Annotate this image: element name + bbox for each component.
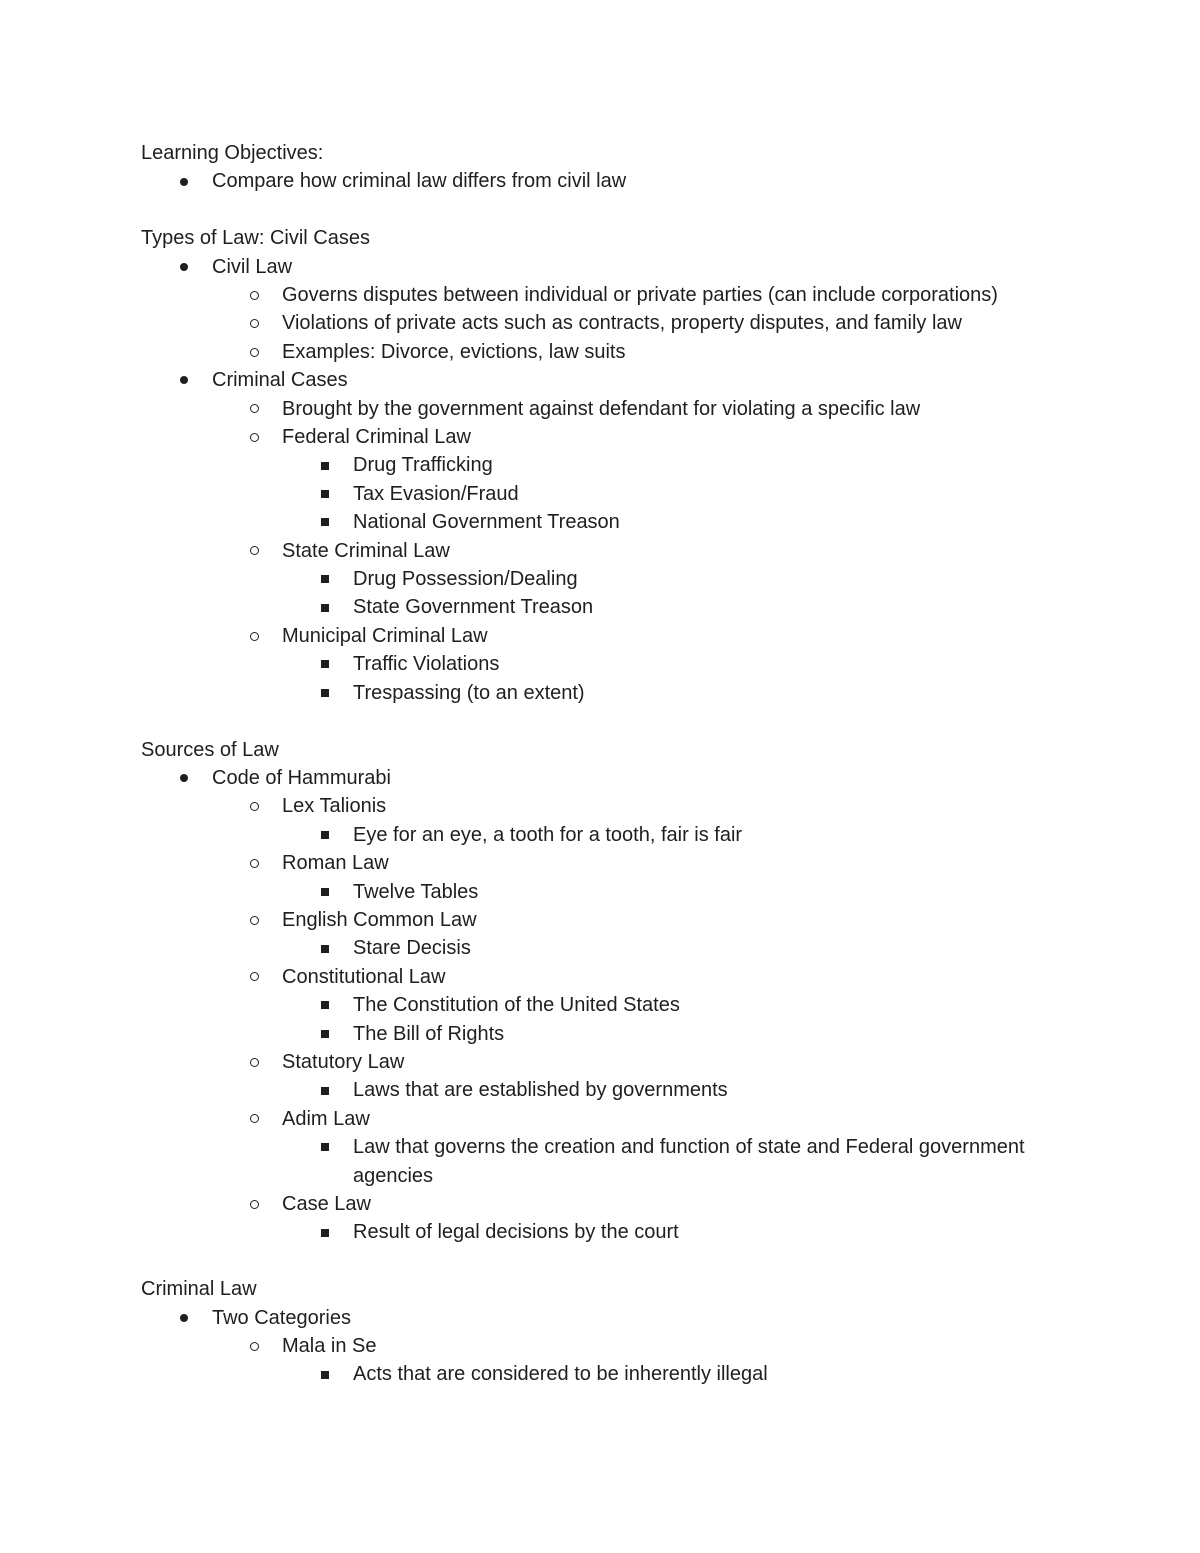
list-item-text: Tax Evasion/Fraud (353, 482, 519, 505)
bullet-mark (321, 1143, 329, 1151)
circle-bullet-icon (247, 1190, 261, 1218)
bullet-mark (250, 1200, 259, 1209)
square-bullet-icon (318, 679, 332, 707)
square-bullet-icon (318, 1133, 332, 1161)
list-item (141, 338, 1101, 366)
list-item (141, 1360, 1101, 1388)
list-item (141, 565, 1101, 593)
list-item-text: English Common Law (282, 908, 477, 931)
square-bullet-icon (318, 1076, 332, 1104)
bullet-mark (250, 802, 259, 811)
list-item (141, 934, 1101, 962)
bullet-mark (321, 1087, 329, 1095)
list-item (141, 309, 1101, 337)
disc-bullet-icon (177, 764, 191, 792)
bullet-mark (321, 945, 329, 953)
list-item (141, 1304, 1101, 1389)
list-item-text: Laws that are established by governments (353, 1079, 728, 1102)
list-item (141, 622, 1101, 707)
list-item (141, 991, 1101, 1019)
bullet-mark (250, 348, 259, 357)
list-item-text: Constitutional Law (282, 965, 446, 988)
list-item-text: The Bill of Rights (353, 1022, 505, 1045)
section-heading: Learning Objectives: (141, 142, 324, 164)
list-item-text: National Government Treason (353, 511, 620, 534)
square-bullet-icon (318, 991, 332, 1019)
bullet-mark (250, 319, 259, 328)
list-item (141, 1218, 1101, 1246)
list-item (141, 1076, 1101, 1104)
circle-bullet-icon (247, 849, 261, 877)
bullet-list-level-3 (141, 991, 1101, 1048)
bullet-list-level-1 (141, 253, 1101, 708)
list-item (141, 650, 1101, 678)
bullet-mark (250, 291, 259, 300)
bullet-mark (321, 518, 329, 526)
bullet-mark (250, 1342, 259, 1351)
square-bullet-icon (318, 1218, 332, 1246)
square-bullet-icon (318, 1360, 332, 1388)
list-item-text: State Government Treason (353, 596, 594, 619)
list-item (141, 1332, 1101, 1389)
bullet-list-level-1 (141, 764, 1101, 1247)
bullet-mark (180, 178, 188, 186)
list-item (141, 253, 1101, 367)
document-body (141, 139, 1101, 1389)
list-item-text: Brought by the government against defendant for violating a specific law (282, 397, 921, 420)
section-heading: Types of Law: Civil Cases (141, 227, 370, 250)
bullet-mark (180, 774, 188, 782)
square-bullet-icon (318, 878, 332, 906)
circle-bullet-icon (247, 537, 261, 565)
list-item-text: Law that governs the creation and function of state and Federal government agencies (353, 1136, 1025, 1187)
list-item-text: Municipal Criminal Law (282, 624, 488, 647)
list-item-text: Drug Trafficking (353, 454, 493, 477)
list-item (141, 281, 1101, 309)
list-item-text: Mala in Se (282, 1335, 377, 1358)
square-bullet-icon (318, 1020, 332, 1048)
list-item (141, 906, 1101, 963)
list-item (141, 167, 1101, 195)
list-item (141, 480, 1101, 508)
list-item-text: Case Law (282, 1193, 371, 1215)
bullet-mark (321, 1030, 329, 1038)
list-item (141, 451, 1101, 479)
bullet-mark (250, 1114, 259, 1123)
bullet-mark (180, 376, 188, 384)
bullet-list-level-3 (141, 1218, 1101, 1246)
bullet-mark (321, 604, 329, 612)
circle-bullet-icon (247, 395, 261, 423)
bullet-list-level-3 (141, 1076, 1101, 1104)
section-criminal-law (141, 1275, 1101, 1389)
list-item-text: Eye for an eye, a tooth for a tooth, fair is fair (353, 823, 743, 846)
section-heading: Sources of Law (141, 738, 279, 761)
bullet-mark (321, 1371, 329, 1379)
list-item-text: Examples: Divorce, evictions, law suits (282, 340, 626, 363)
circle-bullet-icon (247, 423, 261, 451)
list-item (141, 537, 1101, 622)
bullet-mark (321, 575, 329, 583)
circle-bullet-icon (247, 1048, 261, 1076)
bullet-mark (250, 916, 259, 925)
list-item-text: Result of legal decisions by the court (353, 1221, 679, 1244)
list-item-text: The Constitution of the United States (353, 994, 680, 1017)
list-item (141, 508, 1101, 536)
bullet-mark (321, 689, 329, 697)
list-item-text: Roman Law (282, 852, 389, 875)
disc-bullet-icon (177, 1304, 191, 1332)
disc-bullet-icon (177, 167, 191, 195)
bullet-mark (180, 1314, 188, 1322)
bullet-list-level-3 (141, 565, 1101, 622)
bullet-list-level-3 (141, 934, 1101, 962)
bullet-mark (250, 433, 259, 442)
circle-bullet-icon (247, 309, 261, 337)
list-item (141, 366, 1101, 707)
bullet-list-level-2 (141, 792, 1101, 1247)
disc-bullet-icon (177, 366, 191, 394)
list-item (141, 1048, 1101, 1105)
bullet-mark (321, 831, 329, 839)
circle-bullet-icon (247, 622, 261, 650)
list-item-text: Twelve Tables (353, 880, 479, 903)
section-types-of-law-civil-cases (141, 224, 1101, 707)
circle-bullet-icon (247, 1332, 261, 1360)
bullet-mark (321, 462, 329, 470)
list-item (141, 593, 1101, 621)
bullet-list-level-3 (141, 878, 1101, 906)
circle-bullet-icon (247, 338, 261, 366)
circle-bullet-icon (247, 281, 261, 309)
section-sources-of-law (141, 736, 1101, 1247)
list-item-text: Adim Law (282, 1107, 370, 1130)
bullet-mark (321, 1229, 329, 1237)
section-learning-objectives (141, 139, 1101, 196)
bullet-mark (250, 546, 259, 555)
list-item (141, 821, 1101, 849)
list-item-text: Trespassing (to an extent) (353, 681, 585, 704)
square-bullet-icon (318, 934, 332, 962)
list-item (141, 679, 1101, 707)
section-heading: Criminal Law (141, 1278, 257, 1301)
bullet-mark (321, 1001, 329, 1009)
list-item-text: Federal Criminal Law (282, 426, 471, 449)
list-item (141, 1190, 1101, 1247)
bullet-list-level-3 (141, 1133, 1101, 1190)
square-bullet-icon (318, 821, 332, 849)
bullet-mark (250, 859, 259, 868)
circle-bullet-icon (247, 792, 261, 820)
bullet-list-level-2 (141, 395, 1101, 707)
list-item-text: Two Categories (212, 1306, 351, 1329)
list-item (141, 1133, 1101, 1190)
list-item-text: Stare Decisis (353, 937, 471, 960)
square-bullet-icon (318, 650, 332, 678)
bullet-list-level-1 (141, 1304, 1101, 1389)
list-item-text: State Criminal Law (282, 539, 450, 562)
square-bullet-icon (318, 593, 332, 621)
list-item (141, 1020, 1101, 1048)
list-item (141, 792, 1101, 849)
list-item-text: Statutory Law (282, 1050, 405, 1073)
list-item-text: Acts that are considered to be inherently illegal (353, 1363, 768, 1386)
list-item-text: Code of Hammurabi (212, 766, 391, 789)
list-item (141, 849, 1101, 906)
disc-bullet-icon (177, 253, 191, 281)
circle-bullet-icon (247, 963, 261, 991)
list-item (141, 1105, 1101, 1190)
list-item (141, 423, 1101, 537)
bullet-mark (321, 490, 329, 498)
list-item-text: Violations of private acts such as contracts, property disputes, and family law (282, 312, 962, 335)
bullet-mark (180, 263, 188, 271)
list-item-text: Compare how criminal law differs from civil law (212, 170, 627, 193)
bullet-mark (250, 1058, 259, 1067)
bullet-list-level-3 (141, 451, 1101, 536)
bullet-mark (321, 660, 329, 668)
bullet-list-level-2 (141, 1332, 1101, 1389)
list-item-text: Governs disputes between individual or private parties (can include corporations) (282, 284, 998, 307)
square-bullet-icon (318, 451, 332, 479)
list-item (141, 395, 1101, 423)
square-bullet-icon (318, 480, 332, 508)
bullet-list-level-3 (141, 1360, 1101, 1388)
bullet-list-level-1 (141, 167, 1101, 195)
list-item-text: Lex Talionis (282, 795, 387, 818)
circle-bullet-icon (247, 1105, 261, 1133)
square-bullet-icon (318, 565, 332, 593)
list-item-text: Drug Possession/Dealing (353, 568, 578, 591)
bullet-list-level-2 (141, 281, 1101, 366)
list-item-text: Criminal Cases (212, 369, 348, 392)
list-item (141, 878, 1101, 906)
bullet-list-level-3 (141, 650, 1101, 707)
bullet-mark (250, 972, 259, 981)
square-bullet-icon (318, 508, 332, 536)
list-item (141, 963, 1101, 1048)
list-item-text: Traffic Violations (353, 653, 500, 676)
list-item (141, 764, 1101, 1247)
bullet-list-level-3 (141, 821, 1101, 849)
bullet-mark (321, 888, 329, 896)
list-item-text: Civil Law (212, 255, 293, 278)
circle-bullet-icon (247, 906, 261, 934)
bullet-mark (250, 404, 259, 413)
bullet-mark (250, 632, 259, 641)
